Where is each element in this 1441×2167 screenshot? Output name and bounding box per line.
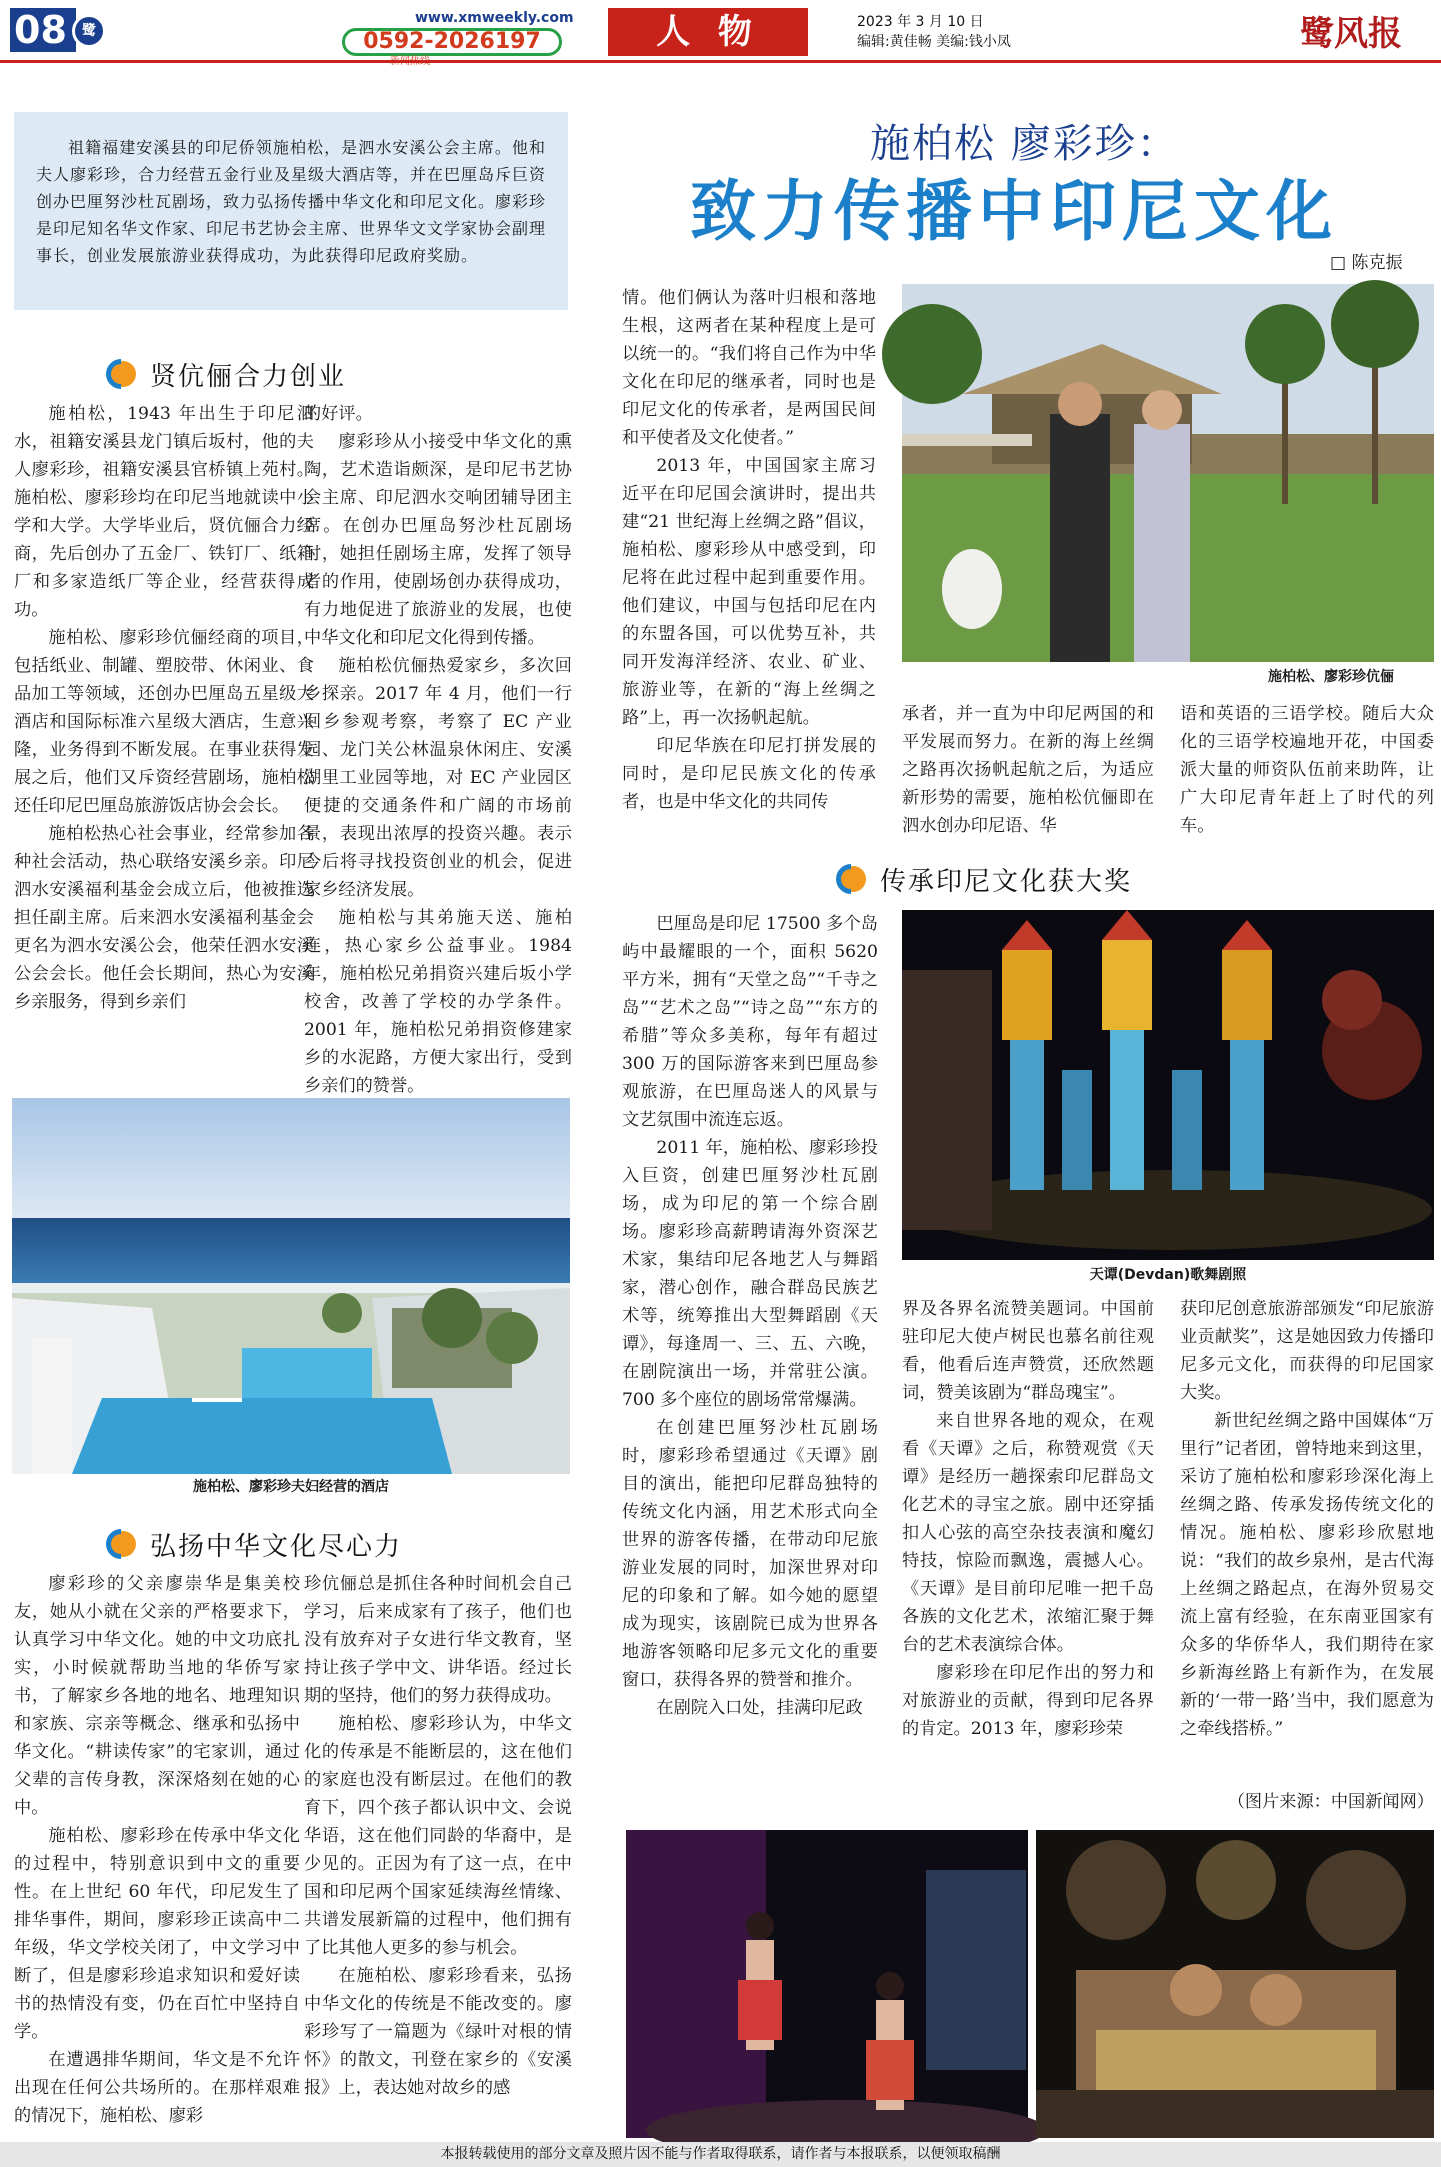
header-rule [0, 60, 1441, 63]
article-title: 致力传播中印尼文化 [690, 173, 1338, 250]
paper-badge-icon: 鹭 [72, 14, 106, 48]
intro-box [14, 112, 568, 310]
bullet-icon [110, 1529, 140, 1559]
footer-notice: 本报转载使用的部分文章及照片因不能与作者取得联系，请作者与本报联系，以便领取稿酬 [0, 2142, 1441, 2167]
column-1b: 廖彩珍的父亲廖崇华是集美校友，她从小就在父亲的严格要求下，认真学习中华文化。她的中文功底扎实，小时候就帮助当地的华侨写家书，了解家乡各地的地名、地理知识和家族、宗亲等概念、继承和弘扬中华文化。“耕读传家”的宅家训，通过父辈的言传身教，深深烙刻在她的心中。 施柏松、廖彩珍在传承中华文化的过程中，特别意识到中文的重要性。在上世纪 60 年代，印尼发生了排华事件，期间，廖彩珍正读高中二年级，华文学校关闭了，中文学习中断了，但是廖彩珍追求知识和爱好读书的热情没有变，仍在百忙中坚持自学。 在遭遇排华期间，华文是不允许出现在任何公共场所的。在那样艰难的情况下，施柏松、廖彩 [14, 1574, 300, 2126]
author: □ 陈克振 [1330, 253, 1403, 273]
column-4a: 承者，并一直为中印尼两国的和平发展而努力。在新的海上丝绸之路再次扬帆起航之后，为适应新形势的需要，施柏松伉俪即在泗水创办印尼语、华 [902, 704, 1154, 836]
column-4b: 界及各界名流赞美题词。中国前驻印尼大使卢树民也慕名前往观看，他看后连声赞赏，还欣然题词，赞美该剧为“群岛瑰宝”。 来自世界各地的观众，在观看《天谭》之后，称赞观赏《天谭》是经历一趟探索印尼群岛文化艺术的寻宝之旅。剧中还穿插扣人心弦的高空杂技表演和魔幻特技，惊险而飘逸，震撼人心。《天谭》是目前印尼唯一把千岛各族的文化艺术，浓缩汇聚于舞台的艺术表演综合体。 廖彩珍在印尼作出的努力和对旅游业的贡献，得到印尼各界的肯定。2013 年，廖彩珍荣 [902, 1299, 1154, 1739]
column-1a: 施柏松，1943 年出生于印尼泗水，祖籍安溪县龙门镇后坂村，他的夫人廖彩珍，祖籍安溪县官桥镇上苑村。施柏松、廖彩珍均在印尼当地就读中小学和大学。大学毕业后，贤伉俪合力经商，先后创办了五金厂、铁钉厂、纸箱厂和多家造纸厂等企业，经营获得成功。 施柏松、廖彩珍伉俪经商的项目，包括纸业、制罐、塑胶带、休闲业、食品加工等领域，还创办巴厘岛五星级大酒店和国际标准六星级大酒店，生意兴隆，业务得到不断发展。在事业获得发展之后，他们又斥资经营剧场，施柏松还任印尼巴厘岛旅游饭店协会会长。 施柏松热心社会事业，经常参加各种社会活动，热心联络安溪乡亲。印尼泗水安溪福利基金会成立后，他被推选担任副主席。后来泗水安溪福利基金会更名为泗水安溪公会，他荣任泗水安溪公会会长。他任会长期间，热心为安溪乡亲服务，得到乡亲们 [14, 404, 314, 1012]
column-2b: 珍伉俪总是抓住各种时间机会自己学习，后来成家有了孩子，他们也没有放弃对子女进行华文教育，坚持让孩子学中文、讲华语。经过长期的坚持，他们的努力获得成功。 施柏松、廖彩珍认为，中华文化的传承是不能断层的，这在他们的家庭也没有断层过。在他们的教育下，四个孩子都认识中文、会说华语，这在他们同龄的华裔中，是少见的。正因为有了这一点，在中国和印尼两个国家延续海丝情缘、共谱发展新篇的过程中，他们拥有了比其他人更多的参与机会。 在施柏松、廖彩珍看来，弘扬中华文化的传统是不能改变的。廖彩珍写了一篇题为《绿叶对根的情怀》的散文，刊登在家乡的《安溪报》上，表达她对故乡的感 [304, 1574, 572, 2098]
column-3b: 巴厘岛是印尼 17500 多个岛屿中最耀眼的一个，面积 5620 平方米，拥有“天堂之岛”“千寺之岛”“艺术之岛”“诗之岛”“东方的希腊”等众多美称，每年有超过 300 万的国际游客来到巴厘岛参观旅游，在巴厘岛迷人的风景与文艺氛围中流连忘返。 2011 年，施柏松、廖彩珍投入巨资，创建巴厘努沙杜瓦剧场，成为印尼的第一个综合剧场。廖彩珍高薪聘请海外资深艺术家，集结印尼各地艺人与舞蹈家，潜心创作，融合群岛民族艺术等，统筹推出大型舞蹈剧《天谭》，每逢周一、三、五、六晚，在剧院演出一场，并常驻公演。700 多个座位的剧场常常爆满。 在创建巴厘努沙杜瓦剧场时，廖彩珍希望通过《天谭》剧目的演出，能把印尼群岛独特的传统文化内涵，用艺术形式向全世界的游客传播，在带动印尼旅游业发展的同时，加深世界对印尼的印象和了解。如今她的愿望成为现实，该剧院已成为世界各地游客领略印尼多元文化的重要窗口，获得各界的赞誉和推介。 在剧院入口处，挂满印尼政 [622, 914, 878, 1718]
hotline: 0592-2026197 [342, 28, 562, 56]
column-5b: 获印尼创意旅游部颁发“印尼旅游业贡献奖”，这是她因致力传播印尼多元文化，而获得的印尼国家大奖。 新世纪丝绸之路中国媒体“万里行”记者团，曾特地来到这里，采访了施柏松和廖彩珍深化海上丝绸之路、传承发扬传统文化的情况。施柏松、廖彩珍欣慰地说：“我们的故乡泉州，是古代海上丝绸之路起点，在海外贸易交流上富有经验，在东南亚国家有众多的华侨华人，我们期待在家乡新海丝路上有新作为，在发展新的‘一带一路’当中，我们愿意为之牵线搭桥。” [1180, 1299, 1434, 1739]
intro-text: 祖籍福建安溪县的印尼侨领施柏松，是泗水安溪公会主席。他和夫人廖彩珍，合力经营五金行业及星级大酒店等，并在巴厘岛斥巨资创办巴厘努沙杜瓦剧场，致力弘扬传播中华文化和印尼文化。廖彩珍是印尼知名华文作家、印尼书艺协会主席、世界华文文学家协会副理事长，创业发展旅游业获得成功，为此获得印尼政府奖励。 [36, 138, 547, 265]
column-2a: 的好评。 廖彩珍从小接受中华文化的熏陶，艺术造诣颇深，是印尼书艺协会主席、印尼泗水交响团辅导团主席。在创办巴厘岛努沙杜瓦剧场时，她担任剧场主席，发挥了领导者的作用，使剧场创办获得成功，有力地促进了旅游业的发展，也使中华文化和印尼文化得到传播。 施柏松伉俪热爱家乡，多次回乡探亲。2017 年 4 月，他们一行回乡参观考察，考察了 EC 产业园、龙门关公林温泉休闲庄、安溪湖里工业园等地，对 EC 产业园区便捷的交通条件和广阔的市场前景，表现出浓厚的投资兴趣。表示今后将寻找投资创业的机会，促进家乡经济发展。 施柏松与其弟施天送、施柏连，热心家乡公益事业。1984 年，施柏松兄弟捐资兴建后坂小学校舍，改善了学校的办学条件。2001 年，施柏松兄弟捐资修建家乡的水泥路，方便大家出行，受到乡亲们的赞誉。 [304, 404, 572, 1096]
couple-caption: 施柏松、廖彩珍伉俪 [1268, 669, 1394, 685]
issue-info [857, 12, 1011, 52]
couple-photo [902, 284, 1434, 662]
dance-caption: 天谭(Devdan)歌舞剧照 [1089, 1267, 1247, 1283]
photo-source: （图片来源：中国新闻网） [1227, 1792, 1434, 1812]
bullet-icon [110, 359, 140, 389]
section-heading-1: 贤伉俪合力创业 [110, 355, 346, 393]
website: www.xmweekly.com [415, 10, 574, 26]
column-5a: 语和英语的三语学校。随后大众化的三语学校遍地开花，中国委派大量的师资队伍前来助阵，让广大印尼青年赶上了时代的列车。 [1180, 704, 1434, 836]
section-heading-2: 弘扬中华文化尽心力 [110, 1525, 402, 1563]
article-subtitle: 施柏松 廖彩珍： [870, 121, 1179, 167]
paper-logo: 鹭风报 [1300, 14, 1402, 54]
page-number: 08 鹭 [10, 8, 76, 52]
stage-photo-right [1036, 1830, 1434, 2138]
column-3a: 情。他们俩认为落叶归根和落地生根，这两者在某种程度上是可以统一的。“我们将自己作为中华文化在印尼的继承者，同时也是印尼文化的传承者，是两国民间和平使者及文化使者。” 2013 年，中国国家主席习近平在印尼国会演讲时，提出共建“21 世纪海上丝绸之路”倡议，施柏松、廖彩珍从中感受到，印尼将在此过程中起到重要作用。他们建议，中国与包括印尼在内的东盟各国，可以优势互补，共同开发海洋经济、农业、矿业、旅游业等，在新的“海上丝绸之路”上，再一次扬帆起航。 印尼华族在印尼打拼发展的同时，是印尼民族文化的传承者，也是中华文化的共同传 [622, 288, 876, 812]
section-heading-3: 传承印尼文化获大奖 [840, 860, 1132, 898]
hotel-photo [12, 1098, 570, 1474]
dance-photo [902, 910, 1434, 1260]
editors: 编辑:黄佳畅 美编:钱小凤 [857, 34, 1011, 50]
section-banner: 人 物 [608, 8, 808, 56]
issue-date: 2023 年 3 月 10 日 [857, 14, 984, 30]
masthead [0, 0, 1441, 60]
hotel-caption: 施柏松、廖彩珍夫妇经营的酒店 [193, 1479, 389, 1495]
bullet-icon [840, 864, 870, 894]
stage-photo-left [626, 1830, 1028, 2138]
